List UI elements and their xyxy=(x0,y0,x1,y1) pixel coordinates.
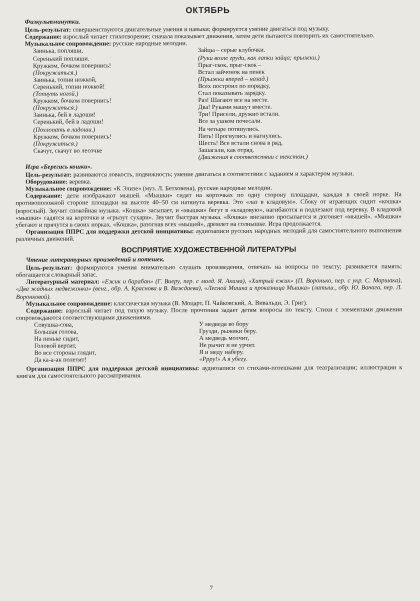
poem-left-column xyxy=(34,321,199,364)
poem-line: Шесть! Все встали снова в ряд, xyxy=(198,139,283,147)
poem-line: Грузди, рыжики беру. xyxy=(199,327,257,336)
poem-right-column xyxy=(199,320,369,363)
poem-line: Я и меду наберу. xyxy=(199,349,244,357)
poem-sova-medved xyxy=(34,320,402,364)
poem-line: Да ка-а-ак полетит! xyxy=(34,356,87,365)
poem-line: (Покружиться.) xyxy=(33,104,78,112)
content-label: Содержание: xyxy=(24,33,62,42)
poem-line: Кружком, бочком повернись! xyxy=(33,97,112,105)
poem-line: Серенький, топни ножкой! xyxy=(33,83,105,91)
goal-label: Цель-результат: xyxy=(24,26,72,34)
poem-line: У медведя во бору xyxy=(199,320,249,328)
poem-line: (Руки возле груди, как лапки зайца; прыжки.) xyxy=(197,54,320,62)
poem-line: Заинька, бей в ладоши! xyxy=(33,111,96,120)
poem-line: Во все стороны глядит, xyxy=(34,349,97,358)
poem-line: Пять! Прогнулись и нагнулись. xyxy=(198,132,283,140)
page-title: ОКТЯБРЬ xyxy=(185,4,230,16)
goal-label: Цель-результат: xyxy=(25,171,72,179)
poem-line: (Похлопать в ладоши.) xyxy=(33,125,96,134)
poem-line: Головой вертит, xyxy=(34,342,77,350)
poem-line: (Покружиться.) xyxy=(33,140,78,148)
poem-line: Встал зайчонок на пенек xyxy=(197,68,265,76)
poem-line: Заинька, попляши, xyxy=(32,48,84,56)
section-subtitle-game: Игра «Берегись кошки». xyxy=(25,163,93,171)
poem-line: «Ррру!» А я убегу. xyxy=(199,356,248,364)
paragraph-org-3 xyxy=(16,364,402,380)
page-number: 7 xyxy=(209,584,213,592)
poem-line: Стал показывать зарядку. xyxy=(198,89,266,98)
org-text: аудиозаписи русских народных мелодий для самостоятельного выполнения различных движений. xyxy=(15,226,402,243)
poem-line: Серенький, бей в ладоши! xyxy=(33,118,104,127)
poem-line: Всех построил по порядку, xyxy=(198,82,271,90)
music-label: Музыкальное сопровождение: xyxy=(26,300,113,308)
content-text: дети изображают мышей. «Мышки» сидят на корточках по одну сторону площадки, каждая в своей норке. На противоположной стороне площадки на высоте 40–50 см натянута веревка. Это «лаз в кладовую». Сбоку от играющих сидит «кошка» (взрослый). Звучит спокойная музыка. «Кошка» засыпает, и «мышки» бегут в «кладовую», нагибаются и подлезают под веревку. В кладовой «мышки» садятся на корточки и «грызут сухари». Звучит быстрая музыка. «Кошка» внезапно просыпается и догоняет «мышей». «Мышки» убегают и прячутся в своих норках. «Кошка», разогнав всех «мышей», дремлет на солнышке. Игра продолжается. xyxy=(15,191,402,229)
music-text: «К Элизе» (муз. Л. Бетховена), русские народные мелодии. xyxy=(111,184,273,193)
poem-line: Кружком, бочком повернись! xyxy=(33,133,112,141)
poem-line: Прыг-скок, прыг-скок – xyxy=(197,61,262,69)
poem-line: Скачут, скачут во лесочке xyxy=(33,147,103,155)
poem-line: Все за ушком почесали. xyxy=(198,118,263,126)
content-label: Содержание: xyxy=(26,307,63,315)
poem-line: Зайцы – серые клубочки. xyxy=(197,47,266,55)
goal-text: совершенствуются двигательные умения и навыки; формируется умение двигаться под музыку. xyxy=(71,25,330,34)
poem-line: Большая голова, xyxy=(34,328,79,336)
section-subtitle-reading: Чтение литературных произведений и потешек. xyxy=(25,256,165,264)
poem-zainka xyxy=(33,47,401,162)
material-text: «Ежик и барабан» (Г. Виеру, пер. с молд. Я. Акима), «Хитрый ежик» (П. Воронько, пер. с укр. С. Маршака), «Два жадных медвежонка» (венг., обр. А. Краснова и В. Важдаева), «Лесной Мишка и проказница Мышка» (латыш., обр. Ю. Ванага, пер. Л. Воронковой). xyxy=(15,277,402,301)
section-title-literature: ВОСПРИЯТИЕ ХУДОЖЕСТВЕННОЙ ЛИТЕРАТУРЫ xyxy=(121,244,297,255)
poem-line: Совушка-сова, xyxy=(34,321,74,329)
content-text: взрослый читает стихотворение; сначала показывает движения, затем дети пытаются повторить их самостоятельно. xyxy=(61,32,375,41)
content-label: Содержание: xyxy=(25,192,63,201)
content-text: взрослый читает под тихую музыку. После прочтения задает детям вопросы по тексту. Стихи с элементами движения сопровождаются соответствующими движениями. xyxy=(16,305,403,322)
poem-line: Кружком, бочком повернись! xyxy=(32,62,112,70)
equipment-label: Оборудование: xyxy=(25,178,68,186)
music-label: Музыкальное сопровождение: xyxy=(24,40,112,49)
poem-line: Три! Присели, дружно встали. xyxy=(198,111,280,119)
paragraph-material xyxy=(16,278,402,301)
poem-line: Зашагали, как отряд. xyxy=(198,146,255,154)
poem-line: На пеньке сидит, xyxy=(34,335,80,343)
poem-line: На четыре потянулись. xyxy=(198,125,260,133)
goal-label: Цель-результат: xyxy=(25,264,73,272)
org-label: Организация ППРС для поддержки детской инициативы: xyxy=(25,227,195,236)
poem-line: Серенький попляши. xyxy=(32,55,90,63)
equipment-text: веревка. xyxy=(67,178,92,186)
poem-line: Раз! Шагают все на месте. xyxy=(198,96,269,105)
section-subtitle-fizkult: Физкультминутки. xyxy=(24,18,81,26)
poem-line: (Покружиться.) xyxy=(32,69,78,77)
music-text: русские народные мелодии. xyxy=(111,40,188,48)
poem-line: Не рычит и не урчит. xyxy=(199,342,256,350)
poem-line: Заинька, топни ножкой, xyxy=(33,76,97,84)
goal-text: формируются умения внимательно слушать произведения, отвечать на вопросы по тексту; развивается память; обогащается словарный запас. xyxy=(15,263,402,280)
paragraph-content-2 xyxy=(16,192,402,229)
material-label: Литературный материал: xyxy=(25,278,100,287)
poem-line: А медведь молчит, xyxy=(199,334,250,343)
music-text: классическая музыка (В. Моцарт, П. Чайковский, А. Вивальди, Э. Григ). xyxy=(112,299,308,308)
poem-left-column xyxy=(33,48,198,162)
org-label: Организация ППРС для поддержки детской инициативы: xyxy=(26,364,200,373)
org-text: аудиозаписи со стихами-потешками для театрализации; иллюстрации к книгам для самостоятельного рассматривания. xyxy=(16,363,403,380)
poem-right-column xyxy=(198,47,368,161)
music-label: Музыкальное сопровождение: xyxy=(25,185,112,194)
poem-line: Два! Руками машут вместе. xyxy=(198,103,272,112)
goal-text: развиваются ловкость, подвижность; умение двигаться в соответствии с заданием и характером музыки. xyxy=(71,170,354,179)
poem-line: (Движения в соответствии с текстом.) xyxy=(198,153,308,161)
poem-line: (Прыжки вперед – назад.) xyxy=(198,75,269,83)
paragraph-org-2 xyxy=(16,227,402,243)
poem-line: (Топнуть ногой.) xyxy=(33,90,79,98)
